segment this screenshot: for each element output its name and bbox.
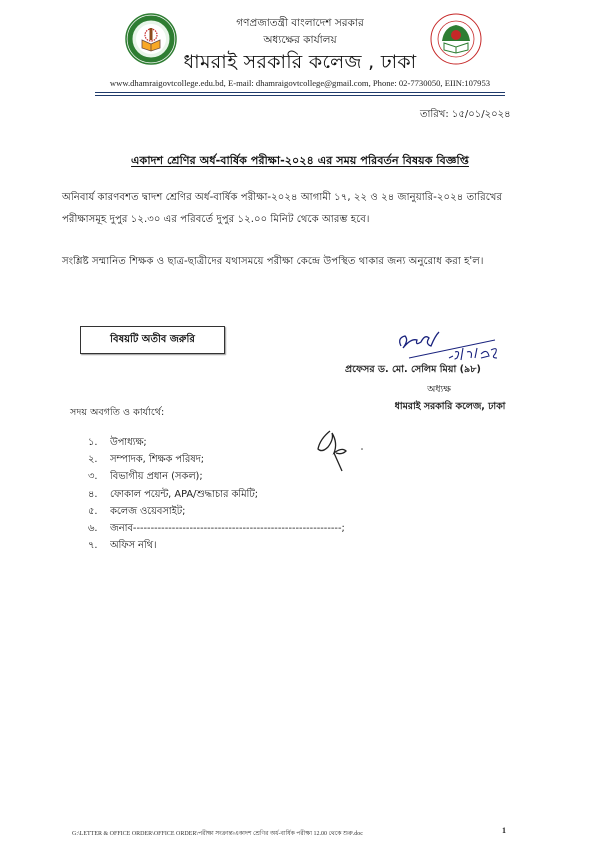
body-paragraph-1: অনিবার্য কারণবশত দ্বাদশ শ্রেণির অর্ধ-বার্ষিক পরীক্ষা-২০২৪ আগামী ১৭, ২২ ও ২৪ জানুয়ারি-২০২৪ তারিখের পরীক্ষাসমূহ দুপুর ১২.৩০ এর পরিবর্তে দুপুর ১২.০০ মিনিট থেকে আরম্ভ হবে। <box>62 192 503 225</box>
government-name: গণপ্রজাতন্ত্রী বাংলাদেশ সরকার <box>236 17 364 29</box>
file-path-footer: G:\LETTER & OFFICE ORDER\OFFICE ORDER\পরীক্ষা সংক্রান্ত\একাদশ শ্রেণির অর্ধ-বার্ষিক পরীক্ষা 12.00 থেকে শুরু.doc <box>72 831 363 837</box>
cc-item-number: ৬. <box>88 522 98 534</box>
cc-item-text: জনাব-----------------------------------------------------------; <box>110 522 345 534</box>
initials-signature <box>312 425 372 473</box>
cc-item-text: কলেজ ওয়েবসাইট; <box>110 505 186 517</box>
cc-item-number: ৫. <box>88 505 98 517</box>
cc-item-text: সম্পাদক, শিক্ষক পরিষদ; <box>110 454 205 466</box>
cc-item <box>88 503 418 520</box>
notice-title-text: একাদশ শ্রেণির অর্ধ-বার্ষিক পরীক্ষা-২০২৪ এর সময় পরিবর্তন বিষয়ক বিজ্ঞপ্তি <box>131 154 469 167</box>
signer-name: প্রফেসর ড. মো. সেলিম মিয়া (৯৮) <box>345 364 481 375</box>
cc-item-text: অফিস নথি। <box>110 540 157 552</box>
principal-signature <box>395 328 505 366</box>
cc-item-text: বিভাগীয় প্রধান (সকল); <box>110 471 203 483</box>
cc-item-number: ৭. <box>88 540 98 552</box>
header-rule <box>95 92 505 93</box>
contact-info: www.dhamraigovtcollege.edu.bd, E-mail: dhamraigovtcollege@gmail.com, Phone: 02-7730050, EIIN:107953 <box>109 78 491 88</box>
cc-item-number: ৩. <box>88 471 98 483</box>
office-name: অধ্যক্ষের কার্যালয় <box>263 34 337 46</box>
header-rule-thin <box>95 95 505 96</box>
urgent-label: বিষয়টি অতীব জরুরি <box>110 333 195 345</box>
page-number: 1 <box>502 826 506 835</box>
notice-date: তারিখ: ১৫/০১/২০২৪ <box>420 109 511 120</box>
signer-college: ধামরাই সরকারি কলেজ, ঢাকা <box>394 401 506 412</box>
body-paragraph-2: সংশ্লিষ্ট সম্মানিত শিক্ষক ও ছাত্র-ছাত্রীদের যথাসময়ে পরীক্ষা কেন্দ্রে উপস্থিত থাকার জন্য অনুরোধ করা হ'ল। <box>62 256 484 267</box>
cc-item <box>88 486 418 503</box>
notice-title <box>0 152 600 171</box>
cc-item-number: ২. <box>88 454 98 466</box>
college-name: ধামরাই সরকারি কলেজ , ঢাকা <box>183 51 417 73</box>
urgent-notice-box <box>80 326 225 354</box>
cc-item-text: ফোকাল পয়েন্ট, APA/শুদ্ধাচার কমিটি; <box>110 488 258 500</box>
cc-item-text: উপাধ্যক্ষ; <box>110 437 147 448</box>
cc-label: সদয় অবগতি ও কার্যার্থে: <box>70 407 165 418</box>
cc-item-number: ১. <box>88 437 98 448</box>
cc-item-number: ৪. <box>88 488 98 500</box>
cc-item <box>88 537 418 554</box>
cc-item <box>88 520 418 537</box>
signer-title: অধ্যক্ষ <box>427 384 451 395</box>
